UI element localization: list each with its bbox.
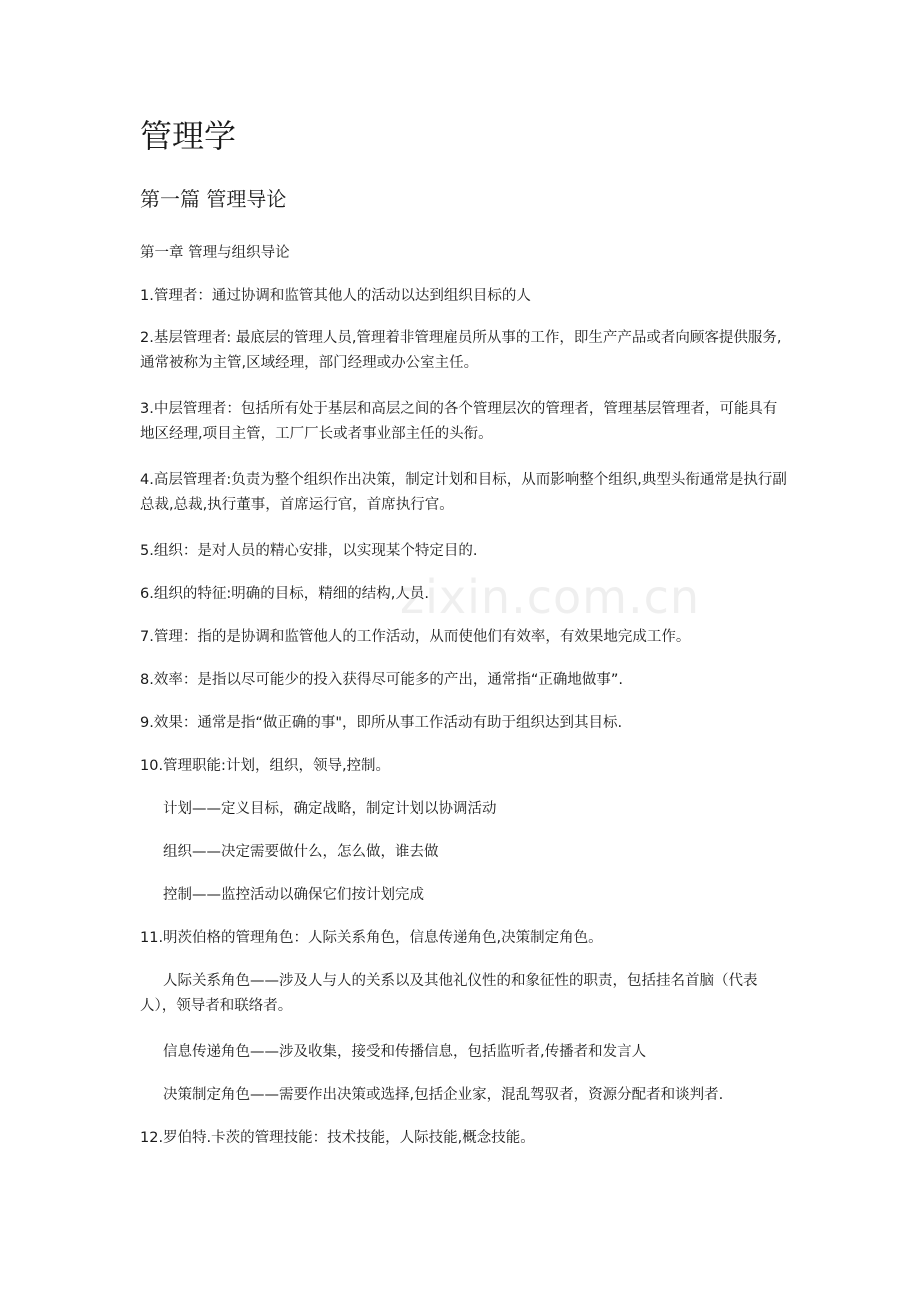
paragraph-2: 2.基层管理者: 最底层的管理人员,管理着非管理雇员所从事的工作，即生产产品或者向顾客提供服务,通常被称为主管,区域经理，部门经理或办公室主任。 xyxy=(140,330,782,371)
paragraph-1: 1.管理者：通过协调和监管其他人的活动以达到组织目标的人 xyxy=(140,288,531,304)
role-informational: 信息传递角色——涉及收集，接受和传播信息，包括监听者,传播者和发言人 xyxy=(163,1044,647,1060)
paragraph-10: 10.管理职能:计划，组织，领导,控制。 xyxy=(140,758,391,774)
function-planning: 计划——定义目标，确定战略，制定计划以协调活动 xyxy=(163,801,497,817)
paragraph-6: 6.组织的特征:明确的目标，精细的结构,人员. xyxy=(140,586,429,602)
paragraph-4: 4.高层管理者:负责为整个组织作出决策，制定计划和目标，从而影响整个组织,典型头衔通常是执行副总裁,总裁,执行董事，首席运行官，首席执行官。 xyxy=(140,472,787,513)
paragraph-11: 11.明茨伯格的管理角色：人际关系角色，信息传递角色,决策制定角色。 xyxy=(140,930,603,946)
paragraph-9: 9.效果：通常是指“做正确的事"，即所从事工作活动有助于组织达到其目标. xyxy=(140,715,623,731)
paragraph-12: 12.罗伯特.卡茨的管理技能：技术技能，人际技能,概念技能。 xyxy=(140,1130,535,1146)
chapter-heading: 第一章 管理与组织导论 xyxy=(140,245,290,261)
function-controlling: 控制——监控活动以确保它们按计划完成 xyxy=(163,887,424,903)
role-interpersonal: 人际关系角色——涉及人与人的关系以及其他礼仪性的和象征性的职责，包括挂名首脑（代表人），领导者和联络者。 xyxy=(140,973,758,1014)
role-decisional: 决策制定角色——需要作出决策或选择,包括企业家，混乱驾驭者，资源分配者和谈判者. xyxy=(163,1087,724,1103)
document-title: 管理学 xyxy=(140,117,237,155)
paragraph-8: 8.效率：是指以尽可能少的投入获得尽可能多的产出，通常指“正确地做事”. xyxy=(140,672,623,688)
paragraph-7: 7.管理：指的是协调和监管他人的工作活动，从而使他们有效率，有效果地完成工作。 xyxy=(140,629,691,645)
paragraph-5: 5.组织：是对人员的精心安排，以实现某个特定目的. xyxy=(140,543,478,559)
watermark: zixin.com.cn xyxy=(400,570,701,624)
paragraph-3: 3.中层管理者：包括所有处于基层和高层之间的各个管理层次的管理者，管理基层管理者，可能具有地区经理,项目主管，工厂厂长或者事业部主任的头衔。 xyxy=(140,401,778,442)
function-organizing: 组织——决定需要做什么，怎么做，谁去做 xyxy=(163,844,439,860)
part-heading: 第一篇 管理导论 xyxy=(140,187,287,211)
